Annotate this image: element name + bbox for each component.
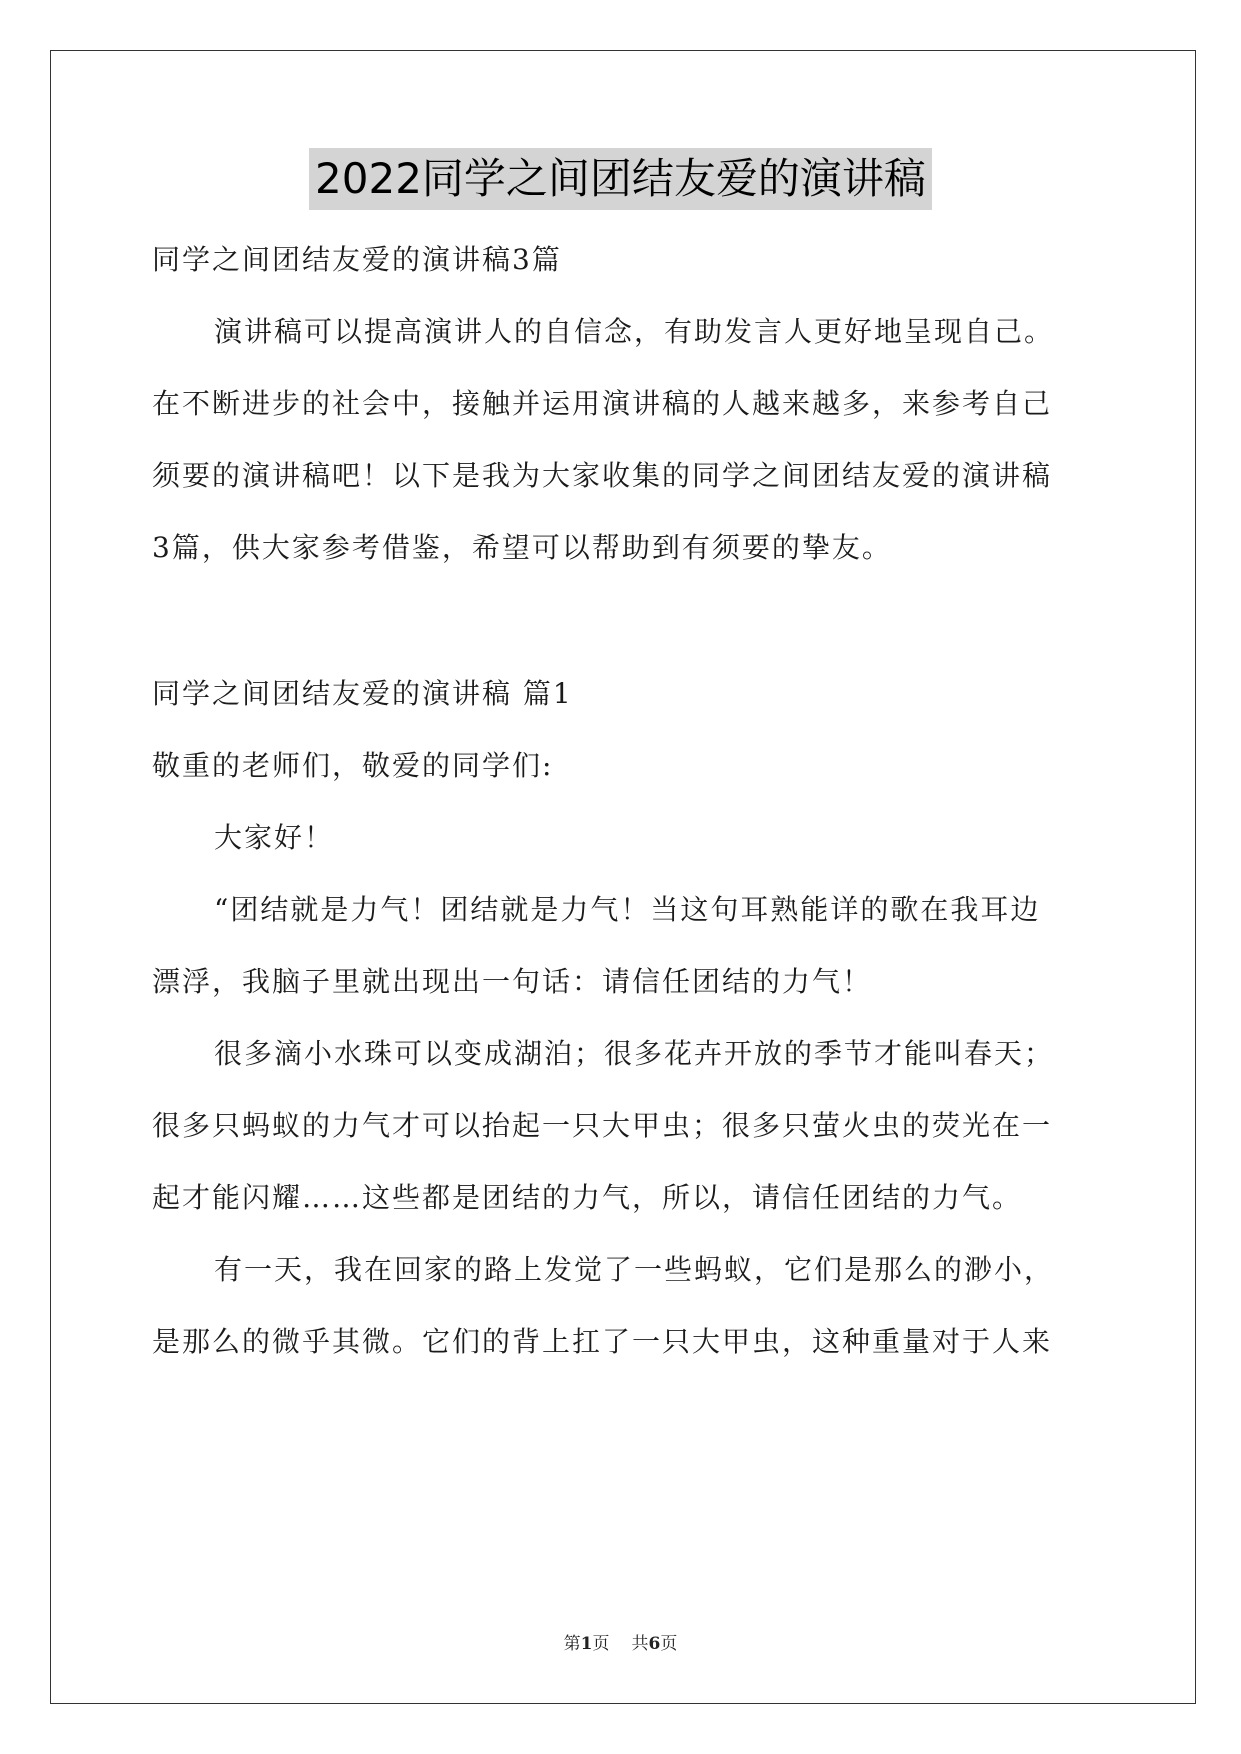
- paragraph-line: 是那么的微乎其微。它们的背上扛了一只大甲虫，这种重量对于人来: [152, 1325, 1053, 1358]
- document-title-container: [0, 148, 1241, 210]
- paragraph-line: 漂浮，我脑子里就出现出一句话：请信任团结的力气！: [152, 965, 873, 998]
- document-title: 2022同学之间团结友爱的演讲稿: [309, 148, 932, 210]
- total-page-number: 6: [648, 1634, 661, 1654]
- paragraph-line: 须要的演讲稿吧！以下是我为大家收集的同学之间团结友爱的演讲稿: [152, 459, 1053, 492]
- current-page-number: 1: [580, 1634, 593, 1654]
- page-footer: [0, 1632, 1241, 1656]
- page-border: [50, 50, 1196, 1704]
- paragraph-line: 在不断进步的社会中，接触并运用演讲稿的人越来越多，来参考自己: [152, 387, 1053, 420]
- section-heading: 同学之间团结友爱的演讲稿 篇1: [152, 677, 573, 710]
- total-unit: 页: [660, 1634, 678, 1654]
- paragraph-line: 演讲稿可以提高演讲人的自信念，有助发言人更好地呈现自己。: [214, 315, 1055, 348]
- paragraph-line: 很多滴小水珠可以变成湖泊；很多花卉开放的季节才能叫春天；: [214, 1037, 1055, 1070]
- paragraph-line: 起才能闪耀……这些都是团结的力气，所以，请信任团结的力气。: [152, 1181, 1023, 1214]
- salutation-line: 敬重的老师们，敬爱的同学们:: [152, 749, 554, 782]
- total-prefix: 共: [631, 1634, 649, 1654]
- intro-heading: 同学之间团结友爱的演讲稿3篇: [152, 243, 562, 276]
- paragraph-line: “团结就是力气！团结就是力气！当这句耳熟能详的歌在我耳边: [214, 893, 1041, 926]
- paragraph-line: 很多只蚂蚁的力气才可以抬起一只大甲虫；很多只萤火虫的荧光在一: [152, 1109, 1053, 1142]
- paragraph-line: 有一天，我在回家的路上发觉了一些蚂蚁，它们是那么的渺小，: [214, 1253, 1055, 1286]
- paragraph-line: 3篇，供大家参考借鉴，希望可以帮助到有须要的挚友。: [152, 531, 892, 564]
- page-prefix: 第: [563, 1634, 581, 1654]
- page-unit: 页: [592, 1634, 610, 1654]
- greeting-line: 大家好！: [214, 821, 335, 854]
